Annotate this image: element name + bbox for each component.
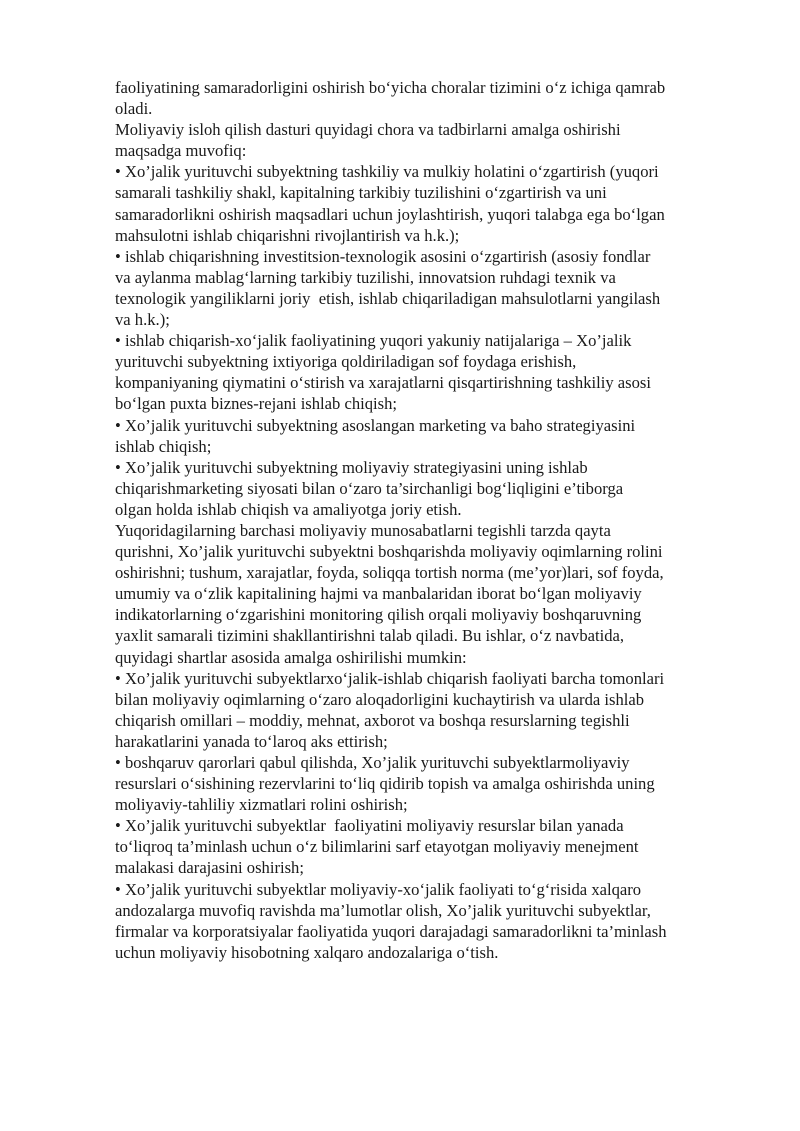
text-line: yurituvchi subyektning ixtiyoriga qoldiriladigan sof foydaga erishish, xyxy=(115,352,577,372)
text-line: texnologik yangiliklarni joriy etish, ishlab chiqariladigan mahsulotlarni yangilash xyxy=(115,288,661,308)
text-line: • Xo’jalik yurituvchi subyektlar moliyaviy-xo‘jalik faoliyati to‘g‘risida xalqaro xyxy=(115,879,642,899)
text-line: uchun moliyaviy hisobotning xalqaro andozalariga o‘tish. xyxy=(115,942,499,962)
text-line: mahsulotni ishlab chiqarishni rivojlantirish va h.k.); xyxy=(115,225,460,245)
text-line: indikatorlarning o‘zgarishini monitoring qilish orqali moliyaviy boshqaruvning xyxy=(115,605,642,625)
text-line: andozalarga muvofiq ravishda ma’lumotlar olish, Xo’jalik yurituvchi subyektlar, xyxy=(115,900,651,920)
text-line: oshirishni; tushum, xarajatlar, foyda, soliqqa tortish norma (me’yor)lari, sof foyda, xyxy=(115,563,664,583)
text-line: • Xo’jalik yurituvchi subyektning moliyaviy strategiyasini uning ishlab xyxy=(115,457,588,477)
text-line: • Xo’jalik yurituvchi subyektning tashkiliy va mulkiy holatini o‘zgartirish (yuqori xyxy=(115,162,659,182)
text-line: qurishni, Xo’jalik yurituvchi subyektni boshqarishda moliyaviy oqimlarning rolini xyxy=(115,542,663,562)
text-line: chiqarishmarketing siyosati bilan o‘zaro ta’sirchanligi bog‘liqligini e’tiborga xyxy=(115,478,624,498)
text-line: harakatlarini yanada to‘laroq aks ettirish; xyxy=(115,731,388,751)
text-line: faoliyatining samaradorligini oshirish bo‘yicha choralar tizimini o‘z ichiga qamrab xyxy=(115,78,666,97)
text-line: • Xo’jalik yurituvchi subyektning asoslangan marketing va baho strategiyasini xyxy=(115,415,636,435)
text-line: to‘liqroq ta’minlash uchun o‘z bilimlarini sarf etayotgan moliyaviy menejment xyxy=(115,837,639,857)
text-line: Moliyaviy isloh qilish dasturi quyidagi chora va tadbirlarni amalga oshirishi xyxy=(115,120,621,140)
text-line: malakasi darajasini oshirish; xyxy=(115,858,304,878)
text-line: • Xo’jalik yurituvchi subyektlar faoliyatini moliyaviy resurslar bilan yanada xyxy=(115,816,624,836)
text-line: bo‘lgan puxta biznes-rejani ishlab chiqish; xyxy=(115,394,398,414)
text-line: ishlab chiqish; xyxy=(115,436,212,456)
text-line: • boshqaruv qarorlari qabul qilishda, Xo’jalik yurituvchi subyektlarmoliyaviy xyxy=(115,753,630,772)
text-line: umumiy va o‘zlik kapitalining hajmi va manbalaridan iborat bo‘lgan moliyaviy xyxy=(115,584,642,604)
text-line: kompaniyaning qiymatini o‘stirish va xarajatlarni qisqartirishning tashkiliy asosi xyxy=(115,373,651,393)
text-line: firmalar va korporatsiyalar faoliyatida yuqori darajadagi samaradorlikni ta’minlash xyxy=(115,921,667,941)
text-line: yaxlit samarali tizimini shakllantirishni talab qiladi. Bu ishlar, o‘z navbatida, xyxy=(115,626,625,646)
text-line: • Xo’jalik yurituvchi subyektlarxo‘jalik-ishlab chiqarish faoliyati barcha tomonlari xyxy=(115,668,665,688)
text-line: chiqarish omillari – moddiy, mehnat, axborot va boshqa resurslarning tegishli xyxy=(115,710,630,730)
text-line: va aylanma mablag‘larning tarkibiy tuzilishi, innovatsion ruhdagi texnik va xyxy=(115,267,616,287)
text-line: olgan holda ishlab chiqish va amaliyotga joriy etish. xyxy=(115,499,462,519)
document-body xyxy=(115,77,743,963)
text-line: maqsadga muvofiq: xyxy=(115,141,247,161)
text-line: oladi. xyxy=(115,99,153,119)
text-line: samaradorlikni oshirish maqsadlari uchun joylashtirish, yuqori talabga ega bo‘lgan xyxy=(115,204,665,224)
text-line: • ishlab chiqarish-xo‘jalik faoliyatining yuqori yakuniy natijalariga – Xo’jalik xyxy=(115,331,632,351)
text-line: va h.k.); xyxy=(115,310,170,330)
text-line: resurslari o‘sishining rezervlarini to‘liq qidirib topish va amalga oshirishda uning xyxy=(115,774,655,794)
text-line: • ishlab chiqarishning investitsion-texnologik asosini o‘zgartirish (asosiy fondlar xyxy=(115,246,651,266)
text-line: moliyaviy-tahliliy xizmatlari rolini oshirish; xyxy=(115,795,408,815)
text-line: samarali tashkiliy shakl, kapitalning tarkibiy tuzilishini o‘zgartirish va uni xyxy=(115,183,607,203)
text-line: Yuqoridagilarning barchasi moliyaviy munosabatlarni tegishli tarzda qayta xyxy=(115,520,611,540)
text-line: quyidagi shartlar asosida amalga oshirilishi mumkin: xyxy=(115,647,467,667)
text-line: bilan moliyaviy oqimlarning o‘zaro aloqadorligini kuchaytirish va ularda ishlab xyxy=(115,689,645,709)
